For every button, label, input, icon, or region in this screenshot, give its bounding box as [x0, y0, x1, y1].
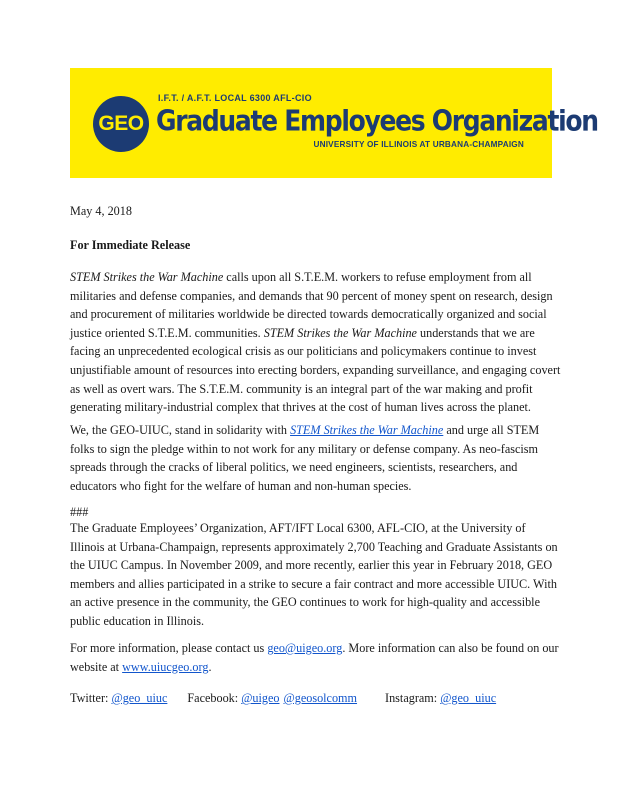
campaign-name: STEM Strikes the War Machine	[263, 325, 417, 340]
paragraph-text: .	[208, 659, 212, 674]
social-links	[70, 689, 562, 708]
email-link[interactable]: geo@uigeo.org	[267, 641, 343, 655]
website-link[interactable]: www.uiucgeo.org	[122, 659, 209, 674]
facebook-link-uigeo[interactable]: @uigeo	[241, 691, 280, 705]
geo-banner	[70, 68, 598, 178]
paragraph-text: We, the GEO-UIUC, stand in solidarity with	[70, 423, 291, 437]
paragraph-contact	[70, 639, 562, 676]
paragraph-text: For more information, please contact us	[70, 641, 268, 655]
twitter-link[interactable]: @geo_uiuc	[111, 691, 168, 705]
paragraph-campaign	[70, 268, 562, 417]
campaign-name: STEM Strikes the War Machine	[70, 270, 224, 284]
banner-affiliation: I.F.T. / A.F.T. LOCAL 6300 AFL-CIO	[158, 93, 312, 103]
paragraph-text: calls upon all S.T.E.M. workers to refuse employment from all militaries and defense companies, and demands that 90 percent of money spent on research, design and procurement of militaries worldwide be directed towards democratically organized and social justice oriented S.T.E.M. communities.	[70, 270, 553, 340]
paragraph-solidarity	[70, 421, 562, 495]
banner-title: Graduate Employees Organization	[156, 104, 598, 138]
section-separator: ###	[70, 505, 89, 519]
paragraph-text: and urge all STEM folks to sign the pledge within to not work for any military or defense company. As neo-fascism spreads through the cracks of liberal politics, we need engineers, scientists, researchers, and educators who fight for the welfare of human and non-human species.	[70, 423, 540, 493]
facebook-link-geosolcomm[interactable]: @geosolcomm	[283, 691, 358, 705]
paragraph-text: The Graduate Employees’ Organization, AFT/IFT Local 6300, AFL-CIO, at the University of Illinois at Urbana-Champaign, represents approximately 2,700 Teaching and Graduate Assistants on the UIUC Campus. In November 2009, and more recently, earlier this year in February 2018, GEO members and allies participated in a strike to secure a fair contract and more accessible UIUC. With an active presence in the community, the GEO continues to work for high-quality and accessible public education in Illinois.	[70, 521, 558, 628]
banner-university: UNIVERSITY OF ILLINOIS AT URBANA-CHAMPAIGN	[313, 140, 524, 149]
instagram-link[interactable]: @geo_uiuc	[440, 691, 497, 705]
instagram-label: Instagram:	[385, 691, 441, 705]
geo-logo-icon	[93, 96, 149, 152]
paragraph-text: . More information can also be found on our website at	[70, 641, 559, 674]
twitter-label: Twitter:	[70, 691, 112, 705]
paragraph-about-geo	[70, 519, 562, 631]
logo-text: GEO	[98, 112, 144, 135]
facebook-label: Facebook:	[187, 691, 242, 705]
campaign-link[interactable]: STEM Strikes the War Machine	[290, 423, 444, 437]
release-date: May 4, 2018	[70, 204, 132, 218]
release-heading: For Immediate Release	[70, 238, 191, 252]
paragraph-text: understands that we are facing an unprecedented ecological crisis as our politicians and policymakers continue to invest unjustifiable amount of resources into erecting borders, expanding surveillance, and engaging covert as well as overt wars. The S.T.E.M. community is an integral part of the war making and profit generating military-industrial complex that thrives at the cost of human lives across the planet.	[70, 325, 561, 415]
